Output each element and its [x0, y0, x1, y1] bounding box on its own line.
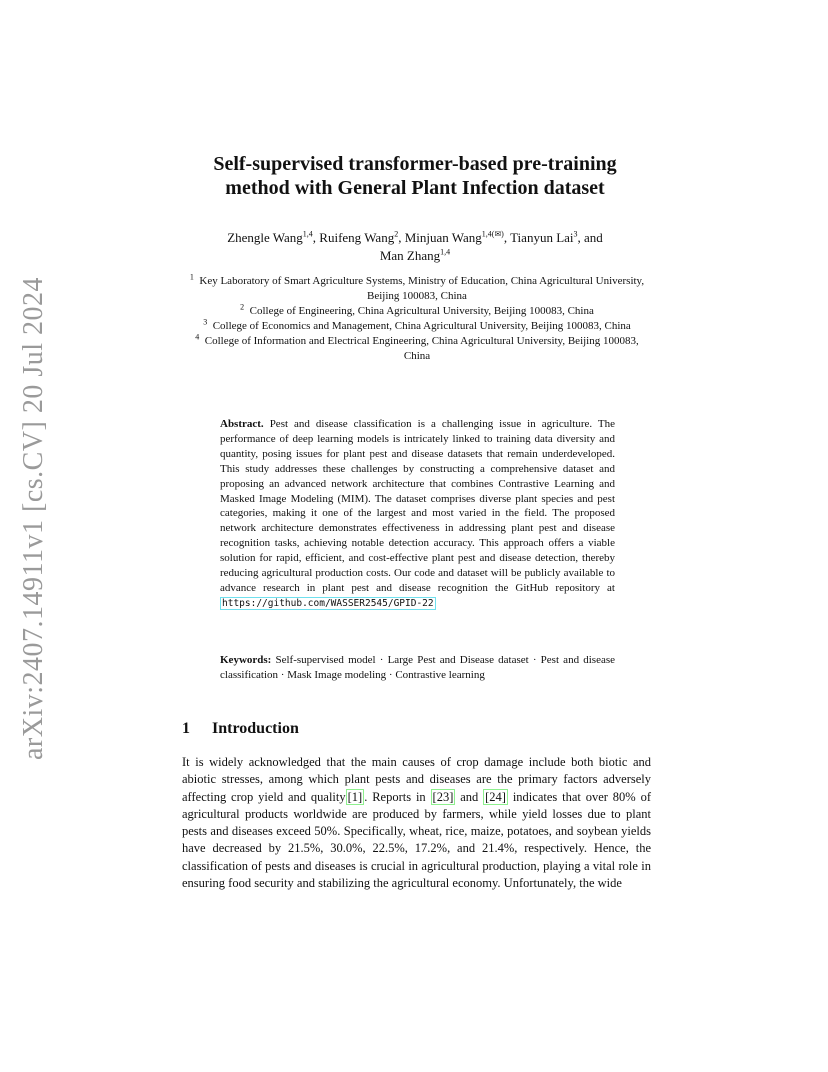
intro-paragraph — [182, 754, 651, 892]
keywords-text: Self-supervised model · Large Pest and Disease dataset · Pest and disease classification · Mask Image modeling · Contrastive learning — [220, 654, 615, 681]
affiliations — [182, 274, 652, 364]
author-sup: 1,4 — [440, 247, 451, 257]
author-sup: 3 — [573, 229, 578, 239]
abstract-label: Abstract. — [220, 418, 264, 430]
arxiv-stamp: arXiv:2407.14911v1 [cs.CV] 20 Jul 2024 — [18, 276, 49, 760]
affiliation-text: College of Economics and Management, China Agricultural University, Beijing 100083, China — [212, 320, 631, 332]
affiliation-text: College of Engineering, China Agricultural University, Beijing 100083, China — [249, 305, 594, 317]
affiliation-1 — [182, 274, 652, 304]
affiliation-text: College of Information and Electrical Engineering, China Agricultural University, Beijing 100083, China — [204, 335, 639, 362]
citation-link[interactable]: [24] — [485, 789, 506, 804]
intro-text: . Reports in — [364, 789, 431, 804]
author-sup: 2 — [394, 229, 399, 239]
author-name: Ruifeng Wang — [319, 230, 395, 245]
keywords — [220, 653, 615, 683]
author-sup: 1,4(✉) — [481, 229, 504, 239]
citation-link[interactable]: [1] — [347, 789, 363, 804]
author-list: Zhengle Wang$^{1,4}$, Ruifeng Wang$^2$, Minjuan Wang$^{1,4(✉)}$, Tianyun Lai$^3$, and Man Zhang$^{1,4}$ — [227, 229, 603, 263]
section-title: Introduction — [212, 720, 299, 737]
author-name: Tianyun Lai — [510, 230, 574, 245]
affiliation-number: 1 — [189, 272, 194, 282]
section-heading — [182, 720, 299, 738]
citation-link[interactable]: [23] — [432, 789, 454, 804]
abstract — [220, 417, 615, 612]
affiliation-number: 4 — [195, 332, 200, 342]
author-name: Minjuan Wang — [404, 230, 482, 245]
author-name: Zhengle Wang — [227, 230, 303, 245]
intro-text: and — [455, 789, 484, 804]
affiliation-2 — [182, 304, 652, 319]
affiliation-number: 2 — [240, 302, 245, 312]
affiliation-number: 3 — [203, 317, 208, 327]
author-and: , and — [577, 230, 603, 245]
intro-text: It is widely acknowledged that the main causes of crop damage include both biotic and abiotic stresses, among which plant pests and diseases are the primary factors adversely affecting crop yield and quality — [182, 755, 651, 804]
abstract-text: Pest and disease classification is a challenging issue in agriculture. The performance of deep learning models is intricately linked to training data diversity and quantity, posing issues for plant pest and disease datasets that remain underdeveloped. This study addresses these challenges by constructing a comprehensive dataset and proposing an advanced network architecture that combines Contrastive Learning and Masked Image Modeling (MIM). The dataset comprises diverse plant species and pest categories, making it one of the largest and most varied in the field. The proposed network architecture demonstrates effectiveness in addressing plant pest and disease recognition tasks, achieving notable detection accuracy. This approach offers a viable solution for rapid, efficient, and cost-effective plant pest and disease detection, thereby reducing agricultural production costs. Our code and dataset will be publicly available to advance research in plant pest and disease recognition the GitHub repository at — [220, 418, 616, 594]
title-line-1: Self-supervised transformer-based pre-training — [213, 153, 617, 175]
title-line-2: method with General Plant Infection dataset — [225, 177, 605, 199]
author-name: Man Zhang — [379, 248, 441, 263]
author-sup: 1,4 — [302, 229, 313, 239]
affiliation-text: Key Laboratory of Smart Agriculture Systems, Ministry of Education, China Agricultural University, Beijing 100083, China — [199, 275, 645, 302]
intro-text: indicates that over 80% of agricultural products worldwide are produced by farmers, while yield losses due to plant pests and diseases exceed 50%. Specifically, wheat, rice, maize, potatoes, and soybean yields have decreased by 21.5%, 30.0%, 22.5%, 17.2%, and 21.4%, respectively. Hence, the classification of pests and diseases is crucial in agricultural production, playing a vital role in ensuring food security and stabilizing the agricultural economy. Unfortunately, the wide — [182, 789, 651, 891]
affiliation-3 — [182, 319, 652, 334]
section-number: 1 — [182, 720, 190, 737]
affiliation-4 — [182, 334, 652, 364]
keywords-label: Keywords: — [220, 654, 272, 666]
paper-title — [160, 152, 670, 200]
github-link[interactable]: https://github.com/WASSER2545/GPID-22 — [222, 597, 434, 609]
